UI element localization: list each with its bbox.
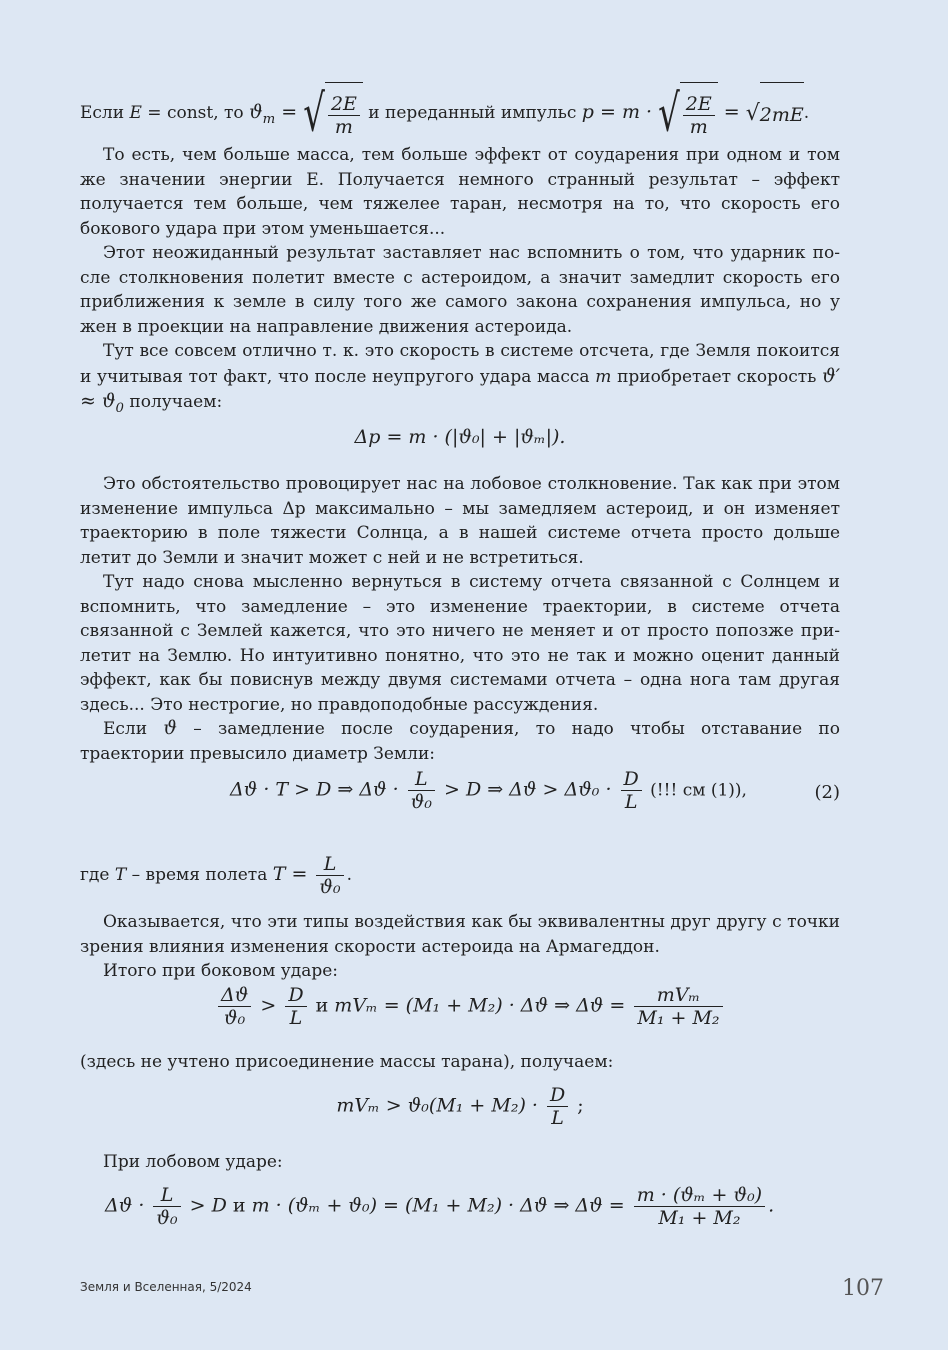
page-number: 107: [842, 1276, 884, 1301]
paragraph-7: где T – время полета T = $\frac{L}{\text{ϑ₀}}$ .: [80, 853, 353, 898]
paragraph-9: Итого при боковом ударе:: [103, 961, 338, 981]
equation-2: Δϑ · T > D ⇒ Δϑ · $\frac{L}{\text{ϑ₀}}$ > D ⇒ Δϑ > Δϑ₀ · $\frac{D}{L}$ (!!! см (1)), (2): [230, 768, 840, 813]
paragraph-11: При лобовом ударе:: [103, 1152, 283, 1172]
equation-head-on: Δϑ · $\frac{L}{\text{ϑ₀}}$ > D и m · (ϑₘ + ϑ₀) = (M₁ + M₂) · Δϑ ⇒ Δϑ = $\frac{\text{m · (ϑₘ + ϑ₀)}}{\text{M₁ + M₂}}$ .: [105, 1184, 775, 1229]
paragraph-3: Тут все совсем отлично т. к. это скорость в системе отсчета, где Земля покоится и учитывая тот факт, что после неупругого удара масса m приобретает скорость $ϑ' \approx ϑ_0$ получаем:: [80, 341, 841, 416]
sqrt-fraction: √ $\frac{2E}{m}$: [303, 82, 363, 145]
paragraph-10: (здесь не учтено присоединение массы тарана), получаем:: [80, 1052, 614, 1072]
sqrt-fraction-2: √ $\frac{2E}{m}$: [658, 82, 718, 145]
equation-delta-p: Δp = m · (|ϑ₀| + |ϑₘ|).: [354, 426, 566, 448]
math-symbol: E: [129, 103, 142, 123]
intro-formula-line: Если E = const, то $ϑ_m$ = √ $\frac{2E}{m}$ и переданный импульс p = m · √ $\frac{2E}{m}$ = √2mE.: [80, 83, 810, 144]
page-body: [80, 0, 840, 1350]
equation-side-impact: $\frac{\Delta ϑ}{\text{ϑ₀}}$ > $\frac{D}{L}$ и mVₘ = (M₁ + M₂) · Δϑ ⇒ Δϑ = $\frac{\text{mVₘ}}{\text{M₁ + M₂}}$: [80, 984, 840, 1029]
sqrt-2mE: √2mE: [746, 82, 804, 145]
paragraph-5: Тут надо снова мысленно вернуться в систему отчета связанной с Солнцем и вспомнить, что замедление – это изменение траектории, в системе отчета связанной с Землей кажется, что это ничего не меняет и от просто попозже прилетит на Землю. Но интуитивно понятно, что это не так и можно оценит данный эффект, как бы повиснув между двумя системами отчета – одна нога там другая здесь... Это нестрогие, но правдоподобные рассуждения.: [80, 572, 840, 715]
journal-footer: Земля и Вселенная, 5/2024: [80, 1280, 252, 1294]
paragraph-8: Оказывается, что эти типы воздействия как бы эквивалентны друг другу с точки зрения влияния изменения скорости астероида на Армагеддон.: [80, 912, 840, 957]
formula-theta-m: $ϑ_m$: [249, 101, 276, 127]
text: и переданный импульс: [362, 103, 582, 123]
math-equals: =: [717, 101, 746, 123]
paragraph-2: Этот неожиданный результат заставляет нас вспомнить о том, что ударник после столкновения полетит вместе с астероидом, а значит замедлит скорость его приближения к земле в силу того же самого закона сохранения импульса, но у жен в проекции на направление движения астероида.: [80, 243, 840, 337]
math-expr: p = m ·: [581, 101, 659, 123]
math-equals: =: [275, 101, 304, 123]
paragraph-6: Если ϑ – замедление после соударения, то надо чтобы отставание по траектории превысило диаметр Земли:: [80, 717, 840, 764]
text: Если: [80, 103, 130, 123]
text: = const, то: [141, 103, 250, 123]
equation-4: mVₘ > ϑ₀(M₁ + M₂) · $\frac{D}{L}$ ;: [336, 1084, 584, 1129]
paragraph-4: Это обстоятельство провоцирует нас на лобовое столкновение. Так как при этом изменение импульса Δp максимально – мы замедляем астероид, и он изменяет траекторию в поле тяжести Солнца, а в нашей системе отчета просто дольше летит до Земли и значит может с ней и не встретиться.: [80, 474, 840, 568]
paragraph-1: То есть, чем больше масса, тем больше эффект от соударения при одном и том же значении энергии E. Получается немного странный результат – эффект получается тем больше, чем тяжелее таран, несмотря на то, что скорость его бокового удара при этом уменьшается...: [80, 145, 840, 239]
equation-number: (2): [814, 782, 840, 803]
